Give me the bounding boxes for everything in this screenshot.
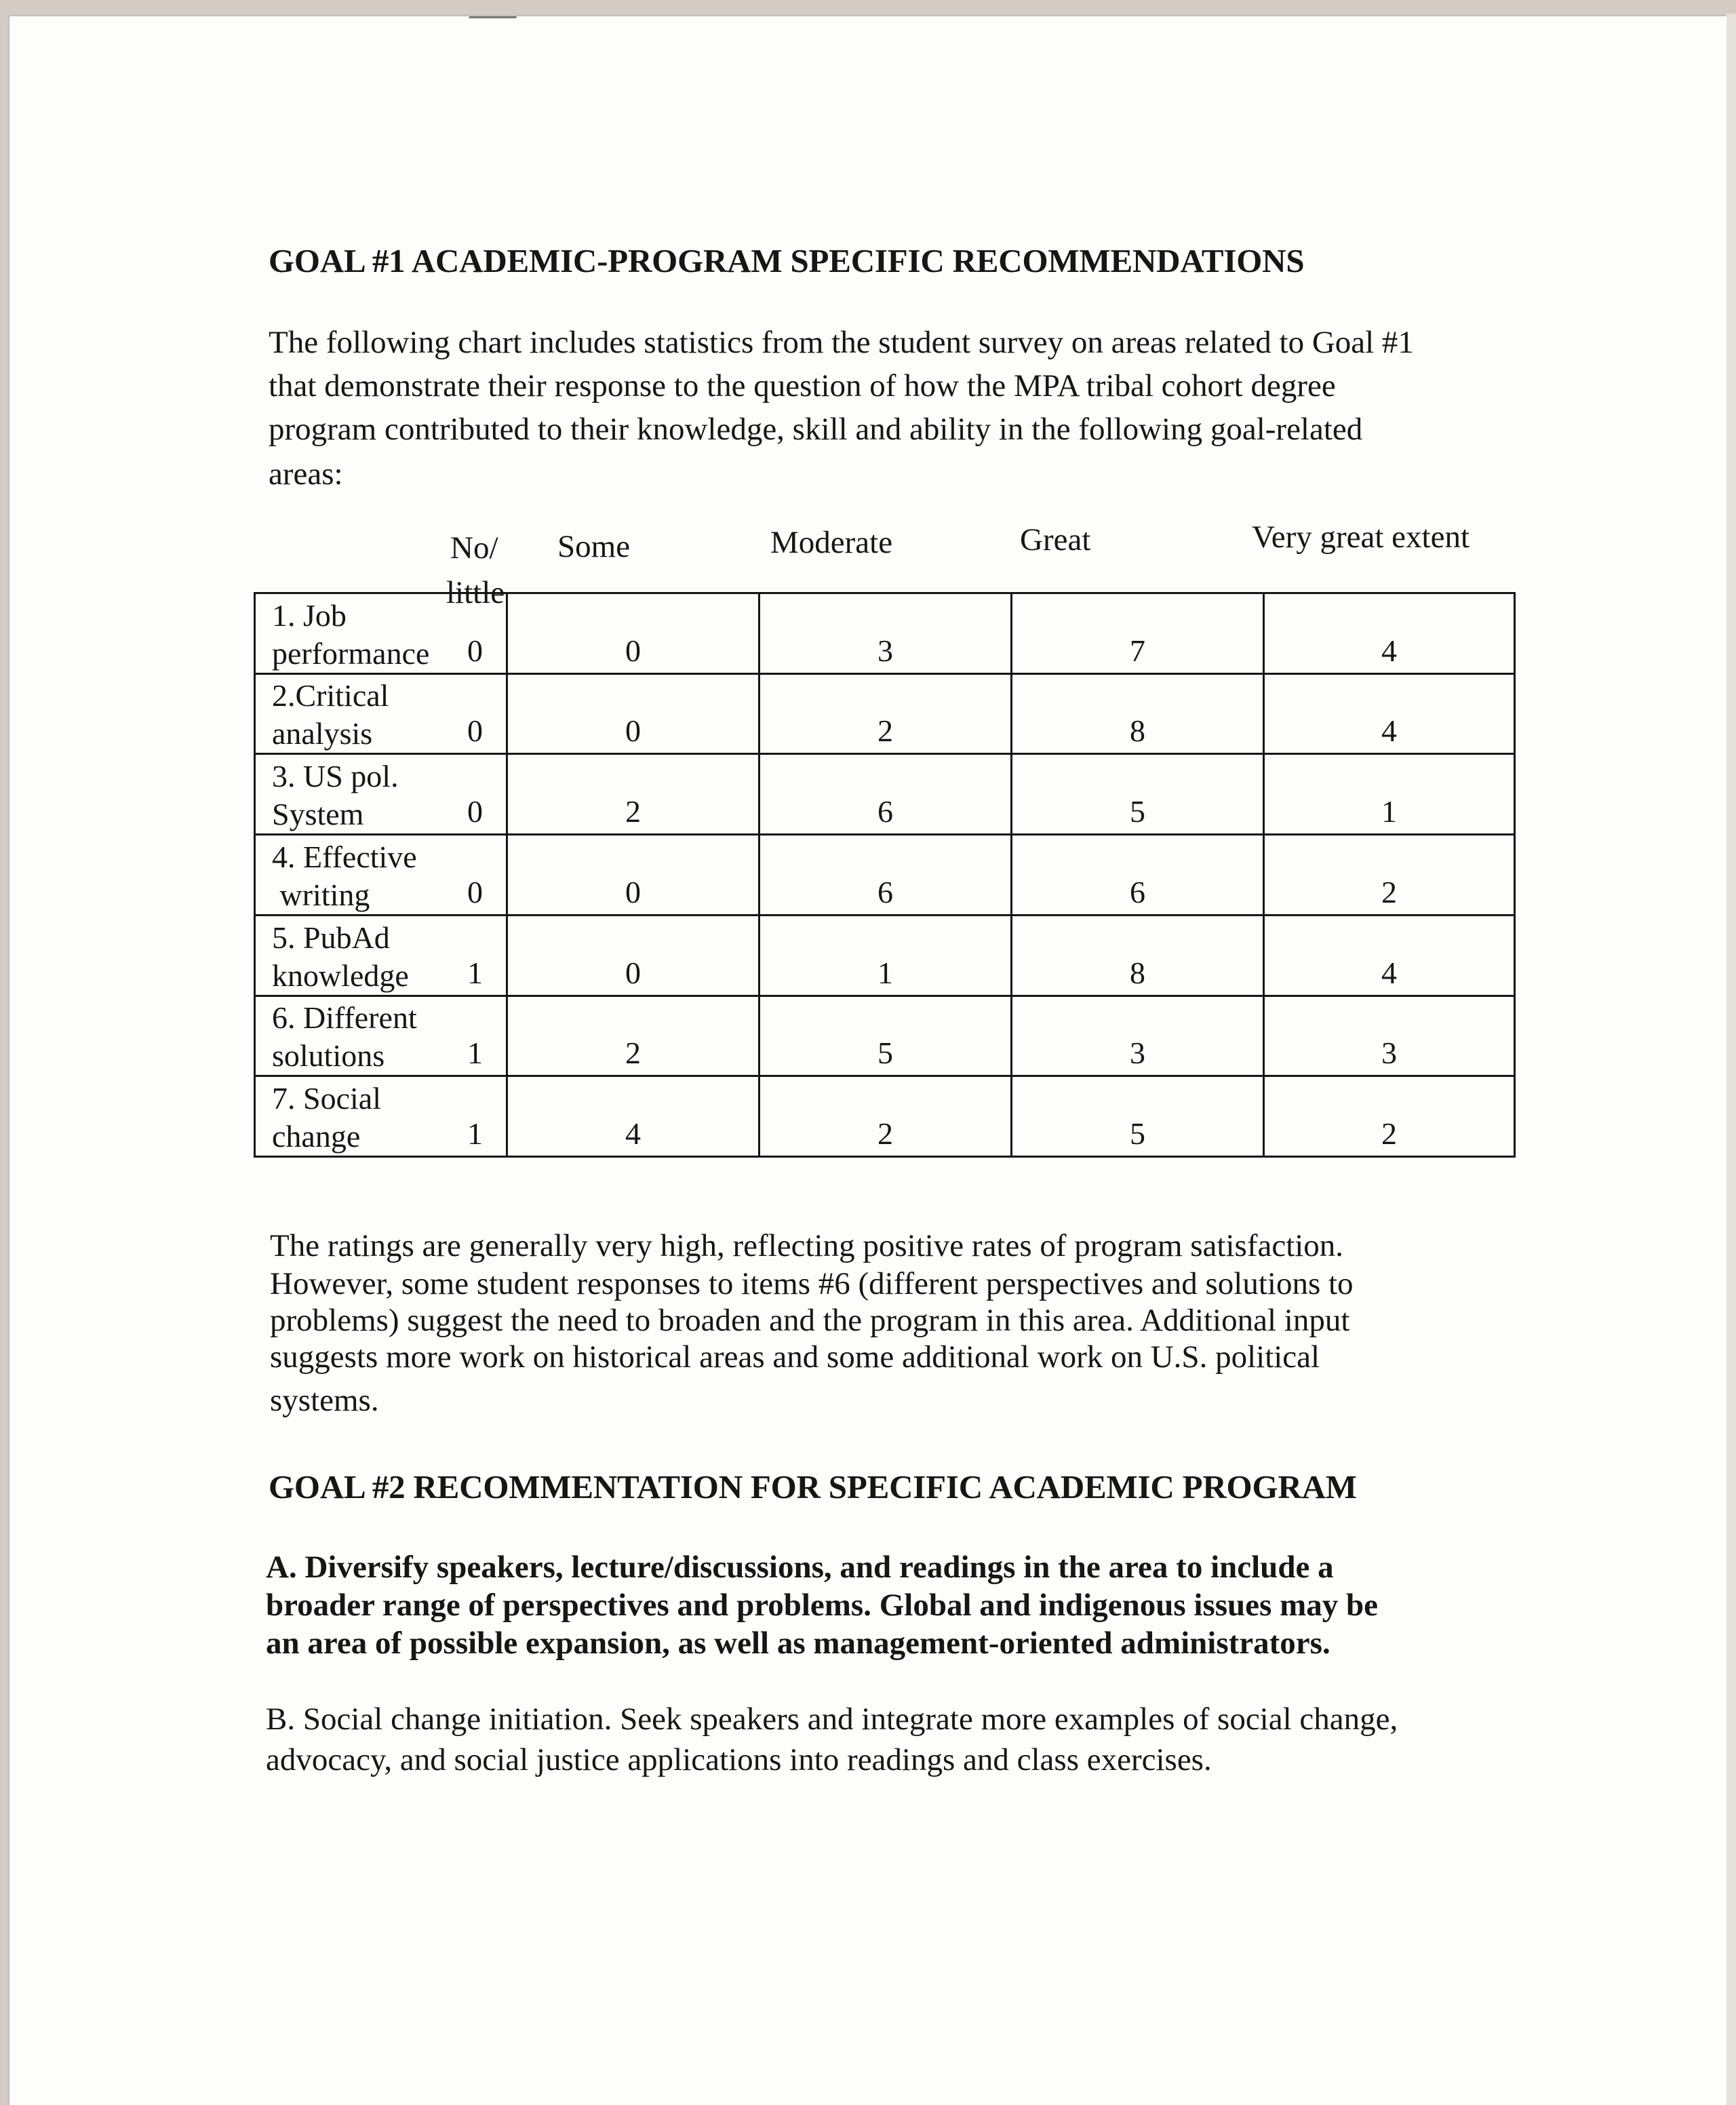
row-label-line: solutions xyxy=(272,1038,385,1074)
cell-moderate: 5 xyxy=(760,996,1012,1076)
cell-some: 0 xyxy=(507,593,760,674)
cell-very-great: 2 xyxy=(1264,1076,1515,1157)
row-label-cell xyxy=(255,1076,507,1157)
cell-some: 2 xyxy=(507,754,760,835)
row-label-line: 7. Social xyxy=(272,1081,381,1116)
summary-line: problems) suggest the need to broaden and the program in this area. Additional input xyxy=(270,1303,1350,1338)
cell-great: 7 xyxy=(1012,593,1264,674)
column-header-very-great-extent: Very great extent xyxy=(1252,519,1470,555)
cell-moderate: 1 xyxy=(760,915,1012,996)
summary-line: The ratings are generally very high, reflecting positive rates of program satisfaction. xyxy=(270,1228,1344,1263)
table-row xyxy=(255,996,1515,1076)
row-label-line: performance xyxy=(272,635,430,671)
cell-very-great: 4 xyxy=(1264,673,1515,754)
row-label-line: knowledge xyxy=(272,958,409,993)
goal1-heading: GOAL #1 ACADEMIC-PROGRAM SPECIFIC RECOMMENDATIONS xyxy=(269,242,1305,279)
row-label-line: 3. US pol. xyxy=(272,759,399,794)
row-label-line: 1. Job xyxy=(272,597,347,633)
row-label-cell xyxy=(255,673,507,754)
cell-some: 2 xyxy=(507,996,760,1076)
goal2-heading: GOAL #2 RECOMMENTATION FOR SPECIFIC ACADEMIC PROGRAM xyxy=(269,1468,1357,1506)
cell-no-little: 1 xyxy=(467,1116,483,1151)
table-row xyxy=(255,673,1515,754)
cell-no-little: 1 xyxy=(467,1036,483,1071)
cell-some: 0 xyxy=(507,915,760,996)
cell-very-great: 3 xyxy=(1264,996,1515,1076)
row-label-line: System xyxy=(272,797,364,832)
cell-moderate: 2 xyxy=(760,673,1012,754)
cell-great: 8 xyxy=(1012,915,1264,996)
column-header-line: little xyxy=(446,575,505,610)
table-row xyxy=(255,835,1515,916)
column-header-great: Great xyxy=(1020,522,1091,557)
cell-moderate: 6 xyxy=(760,754,1012,835)
cell-some: 4 xyxy=(507,1076,760,1157)
cell-no-little: 1 xyxy=(467,955,483,990)
table-row xyxy=(255,915,1515,996)
row-label-cell xyxy=(255,593,507,674)
row-label-line: analysis xyxy=(272,716,373,751)
cell-great: 3 xyxy=(1012,996,1264,1076)
summary-line: However, some student responses to items #6 (different perspectives and solutions to xyxy=(270,1266,1354,1301)
cell-very-great: 1 xyxy=(1264,754,1515,835)
cell-no-little: 0 xyxy=(467,713,483,749)
row-label-line: 5. PubAd xyxy=(272,920,390,955)
cell-very-great: 4 xyxy=(1264,915,1515,996)
cell-very-great: 2 xyxy=(1264,835,1515,916)
cell-great: 8 xyxy=(1012,673,1264,754)
cell-moderate: 2 xyxy=(760,1076,1012,1157)
item-b-line: advocacy, and social justice applications into readings and class exercises. xyxy=(266,1742,1212,1777)
row-label-cell xyxy=(255,754,507,835)
survey-table xyxy=(254,592,1516,1158)
item-b-line: B. Social change initiation. Seek speakers and integrate more examples of social change, xyxy=(266,1701,1398,1737)
row-label-line: change xyxy=(272,1119,361,1154)
table-row xyxy=(255,1076,1515,1157)
row-label-cell xyxy=(255,835,507,916)
cell-great: 5 xyxy=(1012,1076,1264,1157)
table-row xyxy=(255,754,1515,835)
summary-line: systems. xyxy=(270,1383,379,1418)
intro-line: that demonstrate their response to the question of how the MPA tribal cohort degree xyxy=(269,368,1336,404)
row-label-cell xyxy=(255,996,507,1076)
cell-great: 6 xyxy=(1012,835,1264,916)
column-header-line: No/ xyxy=(450,530,498,566)
intro-line: The following chart includes statistics from the student survey on areas related to Goal #1 xyxy=(269,325,1414,360)
cell-very-great: 4 xyxy=(1264,593,1515,674)
column-header-moderate: Moderate xyxy=(770,525,893,560)
row-label-cell xyxy=(255,915,507,996)
intro-line: areas: xyxy=(269,456,343,492)
summary-line: suggests more work on historical areas and some additional work on U.S. political xyxy=(270,1339,1320,1375)
table-row xyxy=(255,593,1515,674)
page-edge xyxy=(1727,14,1736,2105)
row-label-line: writing xyxy=(272,877,370,912)
cell-no-little: 0 xyxy=(467,874,483,909)
cell-great: 5 xyxy=(1012,754,1264,835)
cell-some: 0 xyxy=(507,673,760,754)
column-header-some: Some xyxy=(557,529,631,564)
cell-moderate: 3 xyxy=(760,593,1012,674)
intro-line: program contributed to their knowledge, skill and ability in the following goal-related xyxy=(269,412,1363,447)
cell-moderate: 6 xyxy=(760,835,1012,916)
cell-some: 0 xyxy=(507,835,760,916)
item-a-line: A. Diversify speakers, lecture/discussions, and readings in the area to include a xyxy=(266,1550,1334,1585)
item-a-line: an area of possible expansion, as well as management-oriented administrators. xyxy=(266,1626,1330,1661)
cell-no-little: 0 xyxy=(467,633,483,668)
row-label-line: 4. Effective xyxy=(272,839,417,874)
row-label-line: 2.Critical xyxy=(272,678,389,713)
cell-no-little: 0 xyxy=(467,794,483,829)
item-a-line: broader range of perspectives and problems. Global and indigenous issues may be xyxy=(266,1588,1378,1623)
row-label-line: 6. Different xyxy=(272,1000,417,1036)
